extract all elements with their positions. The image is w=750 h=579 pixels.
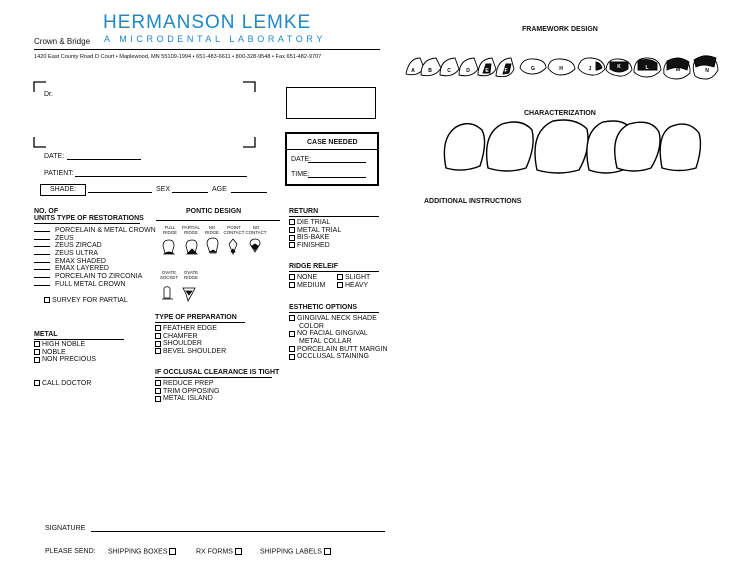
list-item[interactable]: PORCELAIN & METAL CROWN (34, 227, 156, 235)
department: Crown & Bridge (34, 37, 91, 46)
sex-label: SEX (156, 186, 171, 193)
checkbox-icon (235, 548, 242, 555)
tooth-f-letter: F (504, 68, 508, 74)
tooth-n-letter: N (705, 68, 709, 74)
shade-label: SHADE: (40, 184, 86, 196)
pontic-label: NO CONTACT (245, 225, 267, 235)
clearance-option[interactable]: TRIM OPPOSING (155, 388, 219, 396)
pontic-label: FULL RIDGE (163, 225, 177, 235)
age-label: AGE (212, 186, 227, 193)
pontic-label: POINT CONTACT (223, 225, 245, 235)
tooth-g-letter: G (531, 66, 535, 72)
char-tooth-3-icon (535, 120, 588, 173)
return-option[interactable]: METAL TRIAL (289, 227, 341, 235)
patient-label: PATIENT: (44, 170, 74, 177)
tooth-c-letter: C (447, 68, 451, 74)
list-item[interactable]: FULL METAL CROWN (34, 281, 156, 289)
survey-checkbox[interactable]: SURVEY FOR PARTIAL (44, 297, 128, 305)
tooth-h-letter: H (559, 66, 563, 72)
return-title: RETURN (289, 208, 319, 215)
doctor-label: Dr. (44, 91, 53, 98)
case-date-label: DATE: (291, 156, 312, 163)
esthetic-option-cont: METAL COLLAR (299, 338, 352, 346)
list-item[interactable]: ZEUS ULTRA (34, 250, 156, 258)
ridge-heavy[interactable]: HEAVY (337, 282, 368, 290)
list-item[interactable]: ZEUS ZIRCAD (34, 242, 156, 250)
char-tooth-7-icon (660, 124, 700, 170)
preparation-option[interactable]: BEVEL SHOULDER (155, 348, 226, 356)
list-item[interactable]: EMAX LAYERED (34, 265, 156, 273)
clearance-option[interactable]: REDUCE PREP (155, 380, 219, 388)
clearance-title: IF OCCLUSAL CLEARANCE IS TIGHT (155, 369, 280, 376)
checkbox-icon (169, 548, 176, 555)
call-doctor-checkbox[interactable]: CALL DOCTOR (34, 380, 91, 388)
preparation-option[interactable]: SHOULDER (155, 340, 226, 348)
tooth-e-letter: E (485, 68, 489, 74)
additional-title: ADDITIONAL INSTRUCTIONS (424, 198, 522, 205)
metal-option[interactable]: NON PRECIOUS (34, 356, 96, 364)
clearance-option[interactable]: METAL ISLAND (155, 395, 219, 403)
pontic-title: PONTIC DESIGN (186, 208, 242, 215)
framework-title: FRAMEWORK DESIGN (522, 26, 598, 33)
characterization-title: CHARACTERIZATION (524, 110, 596, 117)
lab-address: 1420 East County Road D Court • Maplewood, MN 55109-1994 • 651-483-6611 • 800-328-9548 • Fax 651-482-9707 (34, 54, 322, 60)
date-label: DATE: (44, 153, 65, 160)
return-option[interactable]: DIE TRIAL (289, 219, 341, 227)
preparation-title: TYPE OF PREPARATION (155, 314, 237, 321)
metal-option[interactable]: NOBLE (34, 349, 96, 357)
esthetic-option[interactable]: NO FACIAL GINGIVAL (289, 330, 388, 338)
case-needed-title: CASE NEEDED (307, 139, 358, 146)
list-item[interactable]: ZEUS (34, 235, 156, 243)
shipping-labels-option[interactable]: SHIPPING LABELS (260, 548, 333, 556)
units-heading: NO. OF (34, 208, 59, 215)
char-tooth-6-icon (615, 122, 660, 171)
char-tooth-1-icon (444, 124, 484, 170)
pontic-label: NO RIDGE (205, 225, 219, 235)
brand-name: HERMANSON LEMKE (103, 12, 312, 33)
checkbox-icon (324, 548, 331, 555)
tooth-a-letter: A (411, 68, 415, 74)
return-option[interactable]: BIS-BAKE (289, 234, 341, 242)
ridge-relief-title: RIDGE RELEIF (289, 263, 339, 270)
esthetic-title: ESTHETIC OPTIONS (289, 304, 358, 311)
signature-label: SIGNATURE (45, 525, 86, 532)
case-time-label: TIME: (291, 171, 310, 178)
brand-subtitle: A MICRODENTAL LABORATORY (104, 34, 326, 44)
tooth-j-letter: J (588, 66, 592, 72)
metal-title: METAL (34, 331, 58, 338)
pontic-label: OVATE SOCKET (159, 270, 179, 280)
list-item[interactable]: PORCELAIN TO ZIRCONIA (34, 273, 156, 281)
pontic-label: OVATE RIDGE (183, 270, 199, 280)
tooth-l-letter: L (645, 65, 649, 71)
tooth-m-letter: M (675, 67, 681, 73)
tooth-k-letter: K (617, 64, 621, 70)
tooth-b-letter: B (428, 68, 432, 74)
return-option[interactable]: FINISHED (289, 242, 341, 250)
tooth-d-letter: D (466, 68, 470, 74)
pontic-label: PARTIAL RIDGE (182, 225, 200, 235)
preparation-option[interactable]: FEATHER EDGE (155, 325, 226, 333)
esthetic-option-cont: COLOR (299, 322, 324, 330)
preparation-option[interactable]: CHAMFER (155, 333, 226, 341)
rx-forms-option[interactable]: RX FORMS (196, 548, 244, 556)
restorations-heading: UNITS TYPE OF RESTORATIONS (34, 215, 144, 222)
ridge-medium[interactable]: MEDIUM (289, 282, 325, 290)
list-item[interactable]: EMAX SHADED (34, 258, 156, 266)
please-send-label: PLEASE SEND: (45, 548, 96, 555)
metal-option[interactable]: HIGH NOBLE (34, 341, 96, 349)
esthetic-option[interactable]: GINGIVAL NECK SHADE (289, 315, 388, 323)
ridge-slight[interactable]: SLIGHT (337, 274, 370, 282)
esthetic-option[interactable]: PORCELAIN BUTT MARGIN (289, 346, 388, 354)
char-tooth-2-icon (487, 122, 534, 171)
signature-field[interactable] (91, 531, 385, 532)
shipping-boxes-option[interactable]: SHIPPING BOXES (108, 548, 178, 556)
ridge-none[interactable]: NONE (289, 274, 317, 282)
esthetic-option[interactable]: OCCLUSAL STAINING (289, 353, 388, 361)
